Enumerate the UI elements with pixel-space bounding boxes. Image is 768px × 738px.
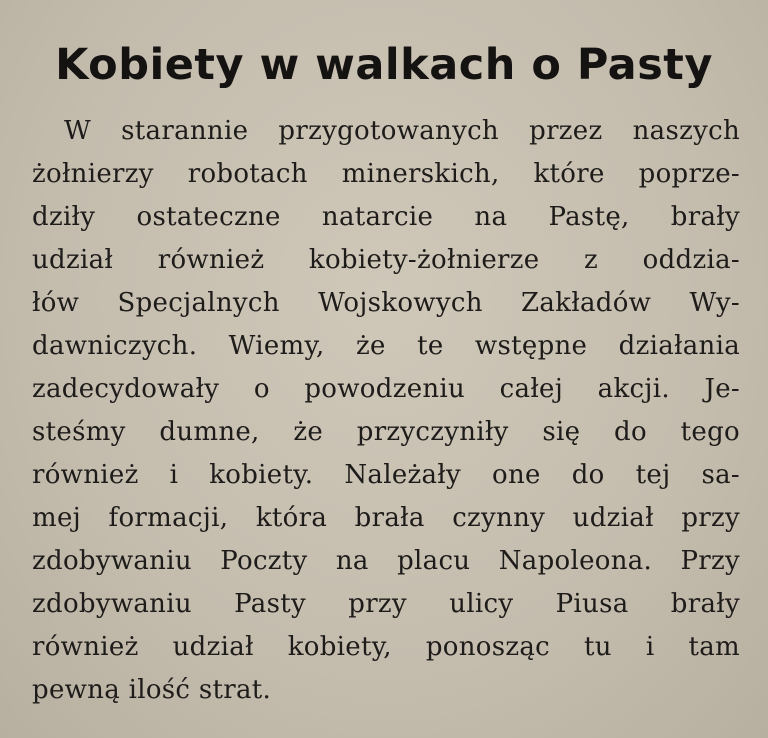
article-line: zdobywaniu Pasty przy ulicy Piusa brały <box>32 589 740 619</box>
article-body <box>32 110 740 712</box>
article-line: mej formacji, która brała czynny udział przy <box>32 503 740 533</box>
article-line: pewną ilość strat. <box>32 675 272 705</box>
article-line: W starannie przygotowanych przez naszych <box>64 116 740 146</box>
article-line: udział również kobiety-żołnierze z oddzia- <box>32 245 740 275</box>
article-title: Kobiety w walkach o Pasty <box>55 40 713 90</box>
article-line: również udział kobiety, ponosząc tu i tam <box>32 632 740 662</box>
article-line: również i kobiety. Należały one do tej sa- <box>32 460 740 490</box>
article-line: żołnierzy robotach minerskich, które poprze- <box>32 159 740 189</box>
article-line: zadecydowały o powodzeniu całej akcji. Je- <box>32 374 740 404</box>
article-line: dawniczych. Wiemy, że te wstępne działania <box>32 331 740 361</box>
article-line: łów Specjalnych Wojskowych Zakładów Wy- <box>32 288 740 318</box>
article-line: steśmy dumne, że przyczyniły się do tego <box>32 417 740 447</box>
article-line: zdobywaniu Poczty na placu Napoleona. Przy <box>32 546 740 576</box>
article-line: dziły ostateczne natarcie na Pastę, brały <box>32 202 740 232</box>
